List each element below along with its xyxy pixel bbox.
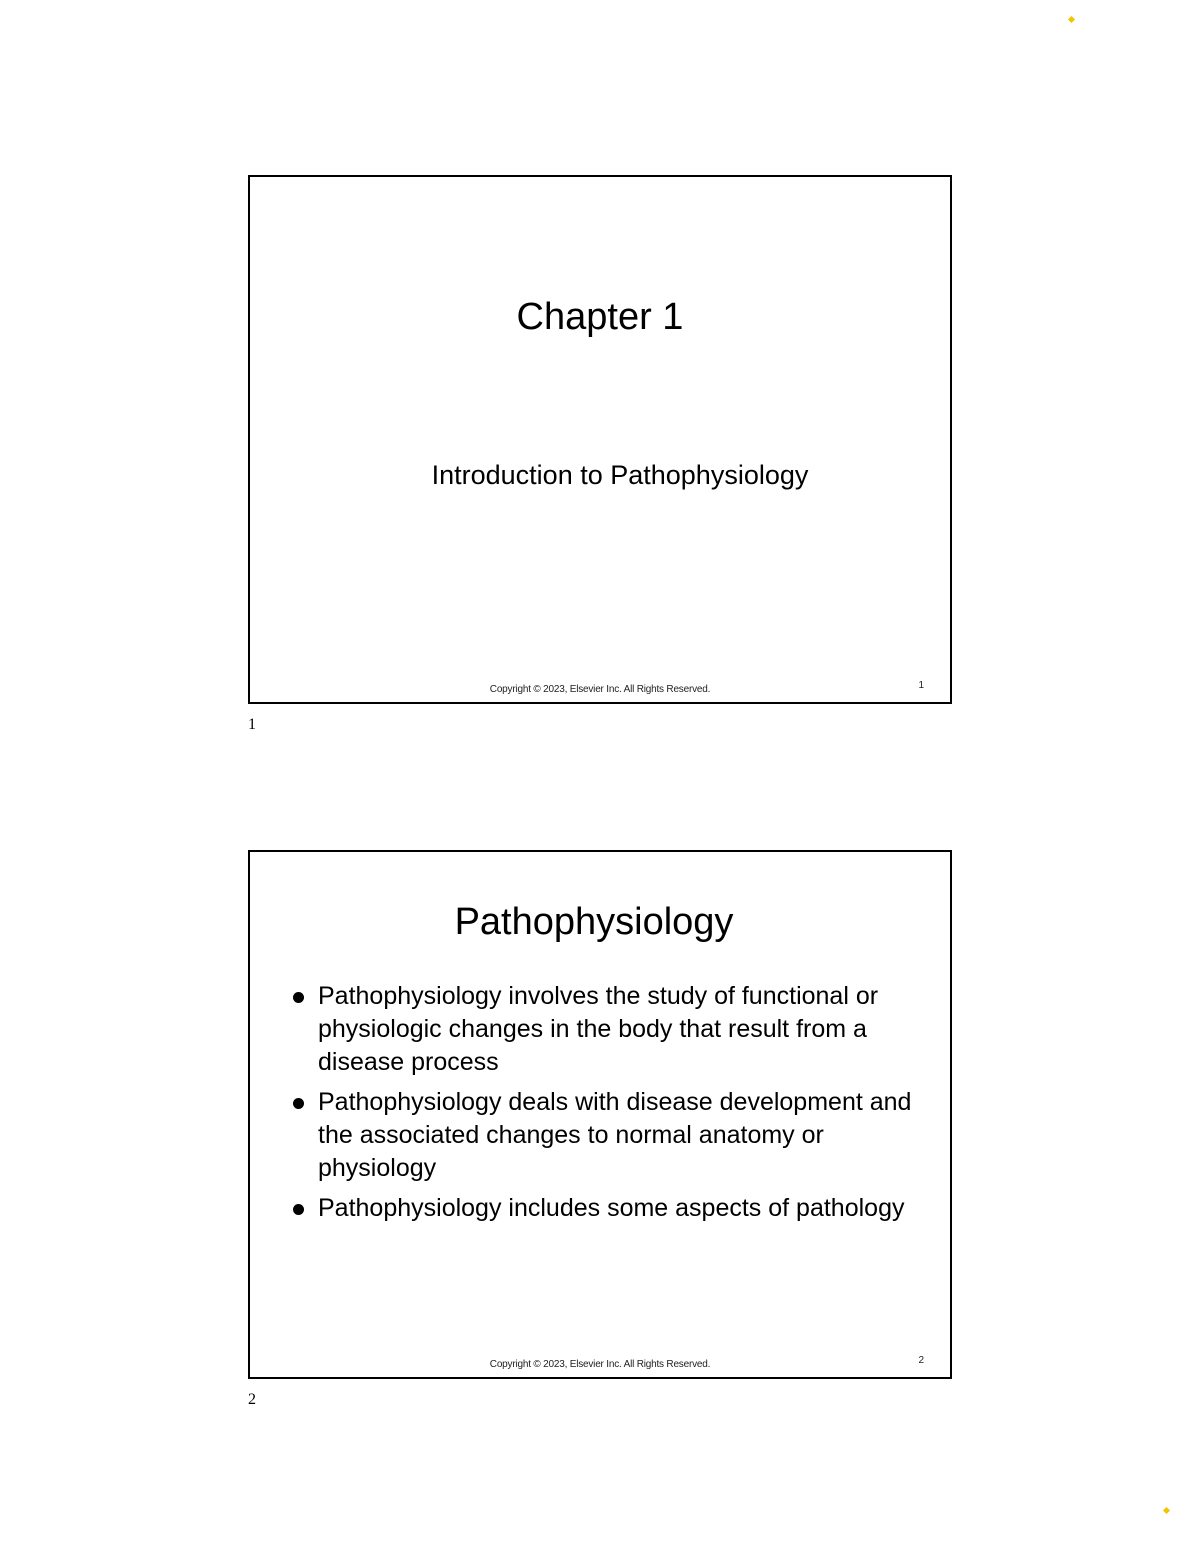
bullet-text: Pathophysiology includes some aspects of pathology [318, 1194, 905, 1222]
bullet-dot-icon [293, 1204, 304, 1215]
slide-title: Chapter 1 [516, 296, 684, 338]
slide-copyright: Copyright © 2023, Elsevier Inc. All Rights Reserved. [489, 684, 711, 695]
slide-number: 1 [918, 680, 924, 691]
slide-title: Pathophysiology [454, 901, 734, 943]
page-slide-label: 2 [248, 1391, 256, 1408]
annotation-marker [1163, 1507, 1170, 1514]
page-slide-label: 1 [248, 716, 256, 733]
annotation-marker [1068, 16, 1075, 23]
slide-number: 2 [918, 1355, 924, 1366]
bullet-text: Pathophysiology deals with disease development and the associated changes to normal anatomy or physiology [318, 1088, 912, 1182]
slide-subtitle: Introduction to Pathophysiology [431, 460, 809, 490]
bullet-list [290, 980, 930, 1232]
bullet-item [290, 1192, 930, 1225]
bullet-item [290, 1086, 930, 1185]
bullet-dot-icon [293, 992, 304, 1003]
bullet-text: Pathophysiology involves the study of functional or physiologic changes in the body that result from a disease process [318, 982, 879, 1076]
bullet-dot-icon [293, 1098, 304, 1109]
slide-1 [248, 175, 952, 704]
bullet-item [290, 980, 930, 1079]
slide-copyright: Copyright © 2023, Elsevier Inc. All Rights Reserved. [489, 1359, 711, 1370]
slide-2 [248, 850, 952, 1379]
